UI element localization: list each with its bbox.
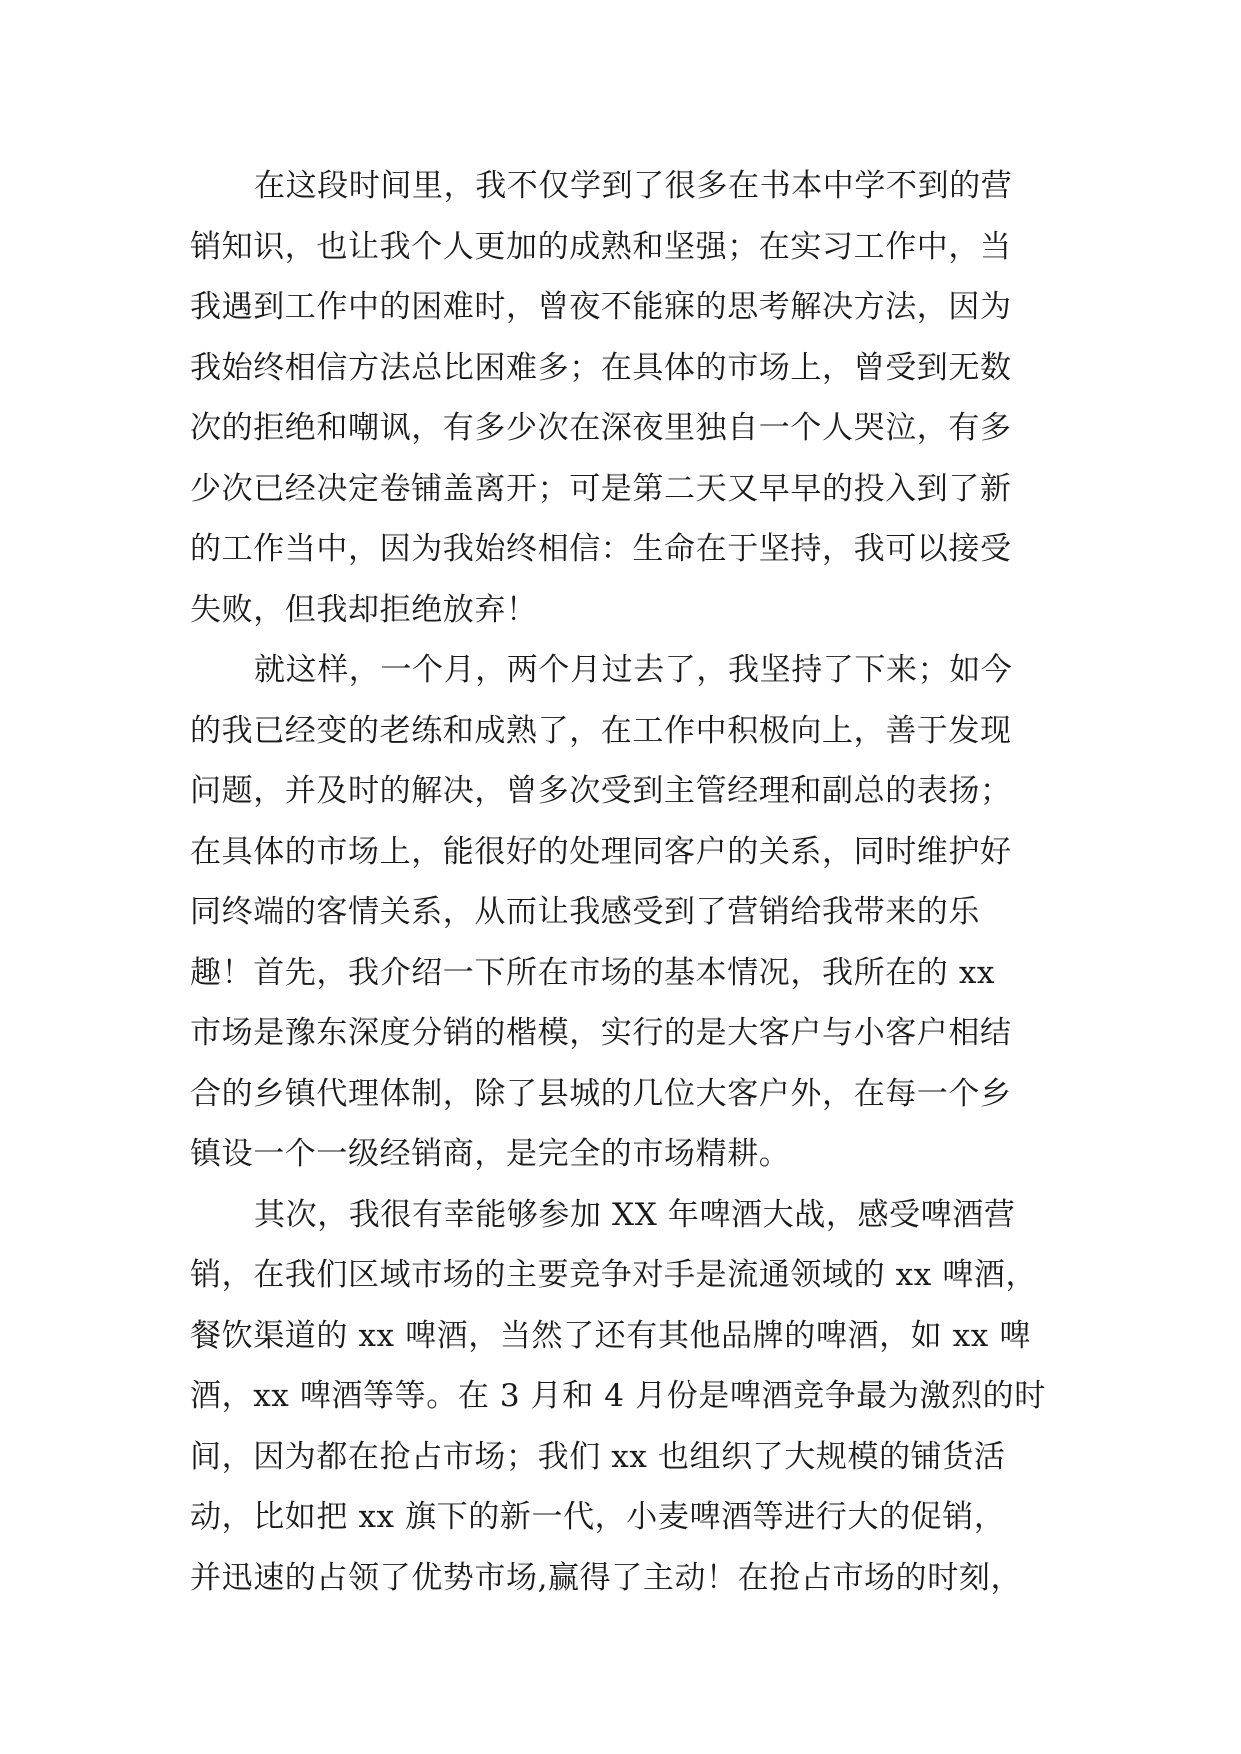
text-line: 同终端的客情关系，从而让我感受到了营销给我带来的乐	[190, 894, 980, 930]
paragraph-3	[190, 1185, 1090, 1609]
text-line: 在具体的市场上，能很好的处理同客户的关系，同时维护好	[190, 833, 1012, 870]
text-line: 失败，但我却拒绝放弃！	[190, 591, 538, 628]
text-line: 的工作当中，因为我始终相信：生命在于坚持，我可以接受	[190, 531, 1012, 567]
text-line: 合的乡镇代理体制，除了县城的几位大客户外，在每一个乡	[190, 1075, 1012, 1112]
text-line: 销，在我们区域市场的主要竞争对手是流通领域的 xx 啤酒，	[190, 1257, 1038, 1293]
text-line: 在这段时间里，我不仅学到了很多在书本中学不到的营	[254, 168, 1013, 204]
text-line: 市场是豫东深度分销的楷模，实行的是大客户与小客户相结	[190, 1015, 1012, 1051]
text-line: 的我已经变的老练和成熟了，在工作中积极向上，善于发现	[190, 712, 1012, 749]
paragraph-2	[190, 640, 1090, 1185]
text-line: 餐饮渠道的 xx 啤酒，当然了还有其他品牌的啤酒，如 xx 啤	[190, 1317, 1031, 1354]
document-body	[190, 156, 1090, 1608]
text-line: 镇设一个一级经销商，是完全的市场精耕。	[190, 1136, 791, 1172]
paragraph-1	[190, 156, 1090, 640]
text-line: 间，因为都在抢占市场；我们 xx 也组织了大规模的铺货活	[190, 1438, 1006, 1475]
text-line: 动，比如把 xx 旗下的新一代，小麦啤酒等进行大的促销，	[190, 1499, 1006, 1535]
text-line: 趣！首先，我介绍一下所在市场的基本情况，我所在的 xx	[190, 954, 996, 991]
text-line: 销知识，也让我个人更加的成熟和坚强；在实习工作中，当	[190, 228, 1012, 265]
text-line: 我始终相信方法总比困难多；在具体的市场上，曾受到无数	[190, 349, 1012, 386]
text-line: 其次，我很有幸能够参加 XX 年啤酒大战，感受啤酒营	[254, 1196, 1016, 1233]
text-line: 少次已经决定卷铺盖离开；可是第二天又早早的投入到了新	[190, 470, 1012, 507]
text-line: 问题，并及时的解决，曾多次受到主管经理和副总的表扬；	[190, 773, 1012, 809]
text-line: 就这样，一个月，两个月过去了，我坚持了下来；如今	[254, 652, 1013, 688]
text-line: 次的拒绝和嘲讽，有多少次在深夜里独自一个人哭泣，有多	[190, 410, 1012, 446]
text-line: 并迅速的占领了优势市场,赢得了主动！在抢占市场的时刻，	[190, 1559, 1023, 1596]
text-line: 酒，xx 啤酒等等。在 3 月和 4 月份是啤酒竞争最为激烈的时	[190, 1378, 1046, 1414]
text-line: 我遇到工作中的困难时，曾夜不能寐的思考解决方法，因为	[190, 289, 1012, 325]
